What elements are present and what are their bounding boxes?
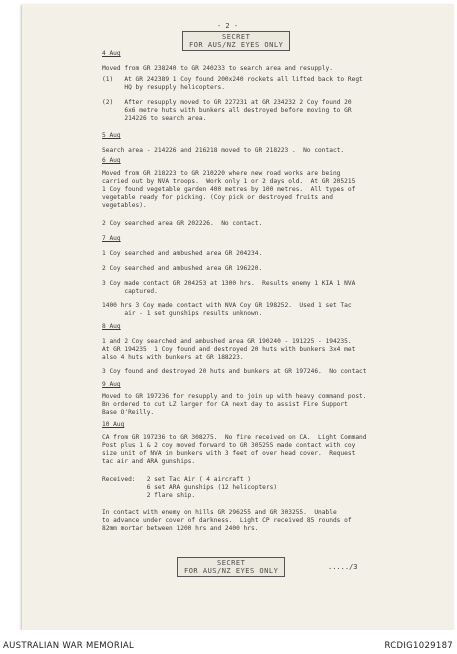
body-line: vegetable ready for picking. (Coy pick or destroyed fruits and <box>102 194 333 201</box>
body-line: (1) At GR 242389 1 Coy found 200x240 rockets all lifted back to Regt <box>102 76 363 83</box>
date-heading: 10 Aug <box>102 421 125 428</box>
body-line: CA from GR 197236 to GR 308275. No fire received on CA. Light Command <box>102 434 367 441</box>
body-line: 82mm mortar between 1200 hrs and 2400 hrs. <box>102 525 259 532</box>
date-heading: 7 Aug <box>102 235 121 242</box>
body-line: (2) After resupply moved to GR 227231 at GR 234232 2 Coy found 20 <box>102 99 352 106</box>
body-line: 1400 hrs 3 Coy made contact with NVA Coy GR 198252. Used 1 set Tac <box>102 302 352 309</box>
date-heading: 5 Aug <box>102 132 121 139</box>
body-line: 1 Coy searched and ambushed area GR 204234. <box>102 250 263 257</box>
body-line: 2 Coy searched and ambushed area GR 196220. <box>102 265 263 272</box>
body-line: size unit of NVA in bunkers with 3 feet of over head cover. Request <box>102 450 356 457</box>
body-line: Post plus 1 & 2 coy moved forward to GR 305255 made contact with coy <box>102 442 356 449</box>
body-line: Bn ordered to cut LZ larger for CA next day to assist Fire Support <box>102 401 348 408</box>
stamp-line-2: FOR AUS/NZ EYES ONLY <box>189 41 284 49</box>
body-line: 1 Coy found vegetable garden 400 metres by 100 metres. All types of <box>102 186 356 193</box>
date-heading: 9 Aug <box>102 381 121 388</box>
body-line: 6x6 metre huts with bunkers all destroyed before moving to GR <box>102 107 352 114</box>
body-line: 6 set ARA gunships (12 helicopters) <box>102 484 278 491</box>
body-line: 2 Coy searched area GR 202226. No contact. <box>102 220 263 227</box>
footer-institution: AUSTRALIAN WAR MEMORIAL <box>3 641 135 651</box>
stamp-line-1: SECRET <box>217 559 246 567</box>
body-line: Moved from GR 238240 to GR 240233 to search area and resupply. <box>102 65 333 72</box>
body-line: tac air and ARA gunships. <box>102 458 196 465</box>
body-line: 214226 to search area. <box>102 115 207 122</box>
body-line: HQ by resupply helicopters. <box>102 84 225 91</box>
page-number: - 2 - <box>217 22 239 30</box>
security-stamp-bottom <box>177 557 285 577</box>
body-line: air - 1 set gunships results unknown. <box>102 310 263 317</box>
continuation-marker: ...../3 <box>328 563 358 571</box>
date-heading: 4 Aug <box>102 50 121 57</box>
body-line: Moved from GR 218223 to GR 210220 where new road works are being <box>102 170 341 177</box>
body-line: At GR 194235 1 Coy found and destroyed 20 huts with bunkers 3x4 met <box>102 346 356 353</box>
footer-record-id: RCDIG1029187 <box>384 641 453 651</box>
body-line: also 4 huts with bunkers at GR 188223. <box>102 354 244 361</box>
body-line: 2 flare ship. <box>102 492 196 499</box>
body-line: Base O'Reilly. <box>102 409 155 416</box>
body-line: to advance under cover of darkness. Light CP received 85 rounds of <box>102 517 352 524</box>
stamp-line-2: FOR AUS/NZ EYES ONLY <box>184 567 279 575</box>
body-line: captured. <box>102 288 158 295</box>
date-heading: 6 Aug <box>102 157 121 164</box>
body-line: 1 and 2 Coy searched and ambushed area GR 190240 - 191225 - 194235. <box>102 338 352 345</box>
body-line: Search area - 214226 and 216218 moved to GR 218223 . No contact. <box>102 147 345 154</box>
archive-footer <box>0 630 457 654</box>
document-page <box>22 4 454 630</box>
stamp-line-1: SECRET <box>222 33 251 41</box>
body-line: Moved to GR 197236 for resupply and to join up with heavy command post. <box>102 393 367 400</box>
security-stamp-top <box>182 31 290 51</box>
body-line: carried out by NVA troops. Work only 1 or 2 days old. At GR 205215 <box>102 178 356 185</box>
body-line: vegetables). <box>102 202 147 209</box>
body-line: 3 Coy made contact GR 204253 at 1300 hrs. Results enemy 1 KIA 1 NVA <box>102 280 356 287</box>
body-line: 3 Coy found and destroyed 20 huts and bunkers at GR 197246. No contact <box>102 368 367 375</box>
date-heading: 8 Aug <box>102 323 121 330</box>
body-line: Received: 2 set Tac Air ( 4 aircraft ) <box>102 476 252 483</box>
body-line: In contact with enemy on hills GR 296255 and GR 303255. Unable <box>102 509 337 516</box>
